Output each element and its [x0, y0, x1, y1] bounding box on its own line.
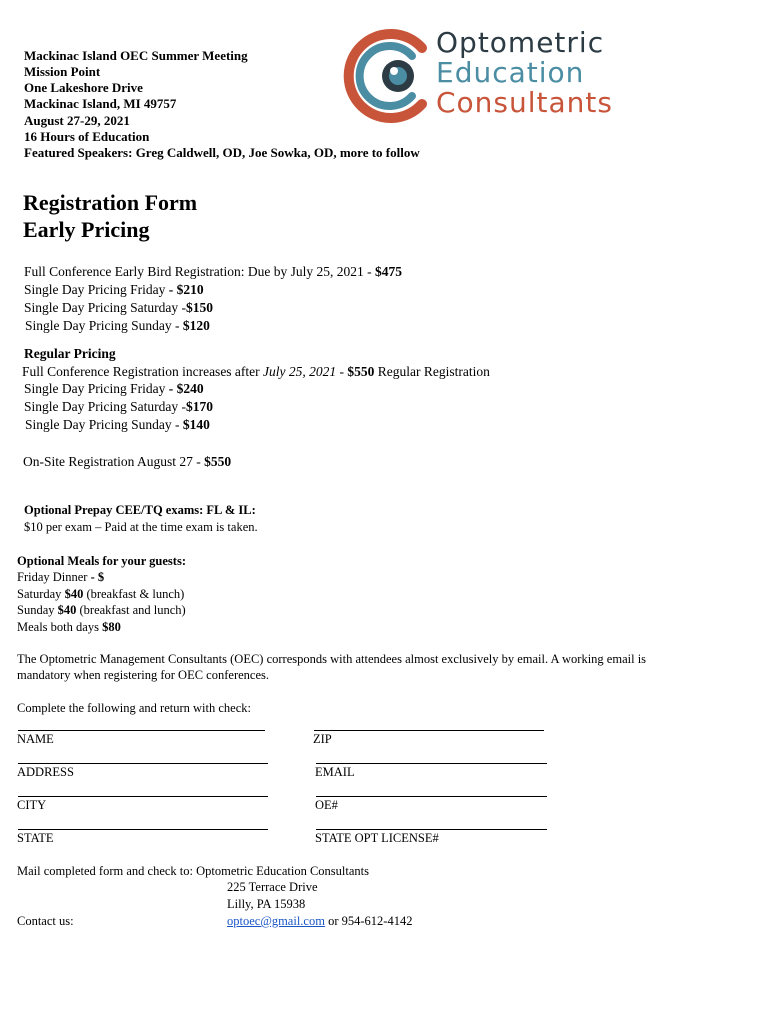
meals-heading: Optional Meals for your guests:: [17, 554, 186, 568]
contact-info: optoec@gmail.com or 954-612-4142: [227, 914, 413, 928]
zip-label: ZIP: [313, 732, 332, 746]
meals-sunday: Sunday $40 (breakfast and lunch): [17, 603, 186, 617]
regular-friday: Single Day Pricing Friday - $240: [24, 381, 204, 396]
meals-both: Meals both days $80: [17, 620, 121, 634]
early-friday: Single Day Pricing Friday - $210: [24, 282, 204, 297]
meals-friday: Friday Dinner - $: [17, 570, 105, 584]
regular-heading: Regular Pricing: [24, 346, 116, 361]
email-label: EMAIL: [315, 765, 355, 779]
logo-word-education: Education: [436, 56, 585, 89]
email-notice-line2: mandatory when registering for OEC conferences.: [17, 668, 269, 682]
event-title: Mackinac Island OEC Summer Meeting: [24, 48, 248, 63]
early-sunday: Single Day Pricing Sunday - $120: [25, 318, 210, 333]
state-field-line[interactable]: [18, 829, 268, 830]
license-label: STATE OPT LICENSE#: [315, 831, 439, 845]
city-field-line[interactable]: [18, 796, 268, 797]
logo-word-consultants: Consultants: [436, 86, 613, 119]
form-title: Registration Form: [23, 190, 198, 215]
email-notice-line1: The Optometric Management Consultants (OEC) corresponds with attendees almost exclusively by email. A working email is: [17, 652, 647, 666]
early-saturday: Single Day Pricing Saturday -$150: [24, 300, 213, 315]
eye-logo-icon: [340, 26, 440, 126]
exams-text: $10 per exam – Paid at the time exam is taken.: [24, 520, 258, 534]
early-full-conference: Full Conference Early Bird Registration: Due by July 25, 2021 - $475: [24, 264, 402, 279]
event-hours: 16 Hours of Education: [24, 129, 150, 144]
regular-full-conference: Full Conference Registration increases after July 25, 2021 - $550 Regular Registration: [22, 364, 490, 379]
event-dates: August 27-29, 2021: [24, 113, 130, 128]
address-label: ADDRESS: [17, 765, 74, 779]
form-subtitle: Early Pricing: [23, 217, 150, 242]
form-intro: Complete the following and return with check:: [17, 701, 251, 715]
mail-street: 225 Terrace Drive: [227, 880, 318, 894]
oec-logo: [340, 26, 640, 126]
email-link[interactable]: optoec@gmail.com: [227, 914, 325, 928]
mail-to: Mail completed form and check to: Optometric Education Consultants: [17, 864, 369, 878]
oe-field-line[interactable]: [316, 796, 547, 797]
state-label: STATE: [17, 831, 54, 845]
meals-saturday: Saturday $40 (breakfast & lunch): [17, 587, 185, 601]
regular-saturday: Single Day Pricing Saturday -$170: [24, 399, 213, 414]
contact-label: Contact us:: [17, 914, 74, 928]
logo-word-optometric: Optometric: [436, 26, 605, 59]
regular-sunday: Single Day Pricing Sunday - $140: [25, 417, 210, 432]
event-street: One Lakeshore Drive: [24, 80, 143, 95]
zip-field-line[interactable]: [314, 730, 544, 731]
event-speakers: Featured Speakers: Greg Caldwell, OD, Joe Sowka, OD, more to follow: [24, 145, 420, 160]
event-venue: Mission Point: [24, 64, 101, 79]
exams-heading: Optional Prepay CEE/TQ exams: FL & IL:: [24, 503, 256, 517]
name-field-line[interactable]: [18, 730, 265, 731]
license-field-line[interactable]: [316, 829, 547, 830]
email-field-line[interactable]: [316, 763, 547, 764]
name-label: NAME: [17, 732, 54, 746]
city-label: CITY: [17, 798, 47, 812]
oe-label: OE#: [315, 798, 338, 812]
event-city: Mackinac Island, MI 49757: [24, 96, 177, 111]
mail-city: Lilly, PA 15938: [227, 897, 306, 911]
onsite-registration: On-Site Registration August 27 - $550: [23, 454, 232, 469]
address-field-line[interactable]: [18, 763, 268, 764]
